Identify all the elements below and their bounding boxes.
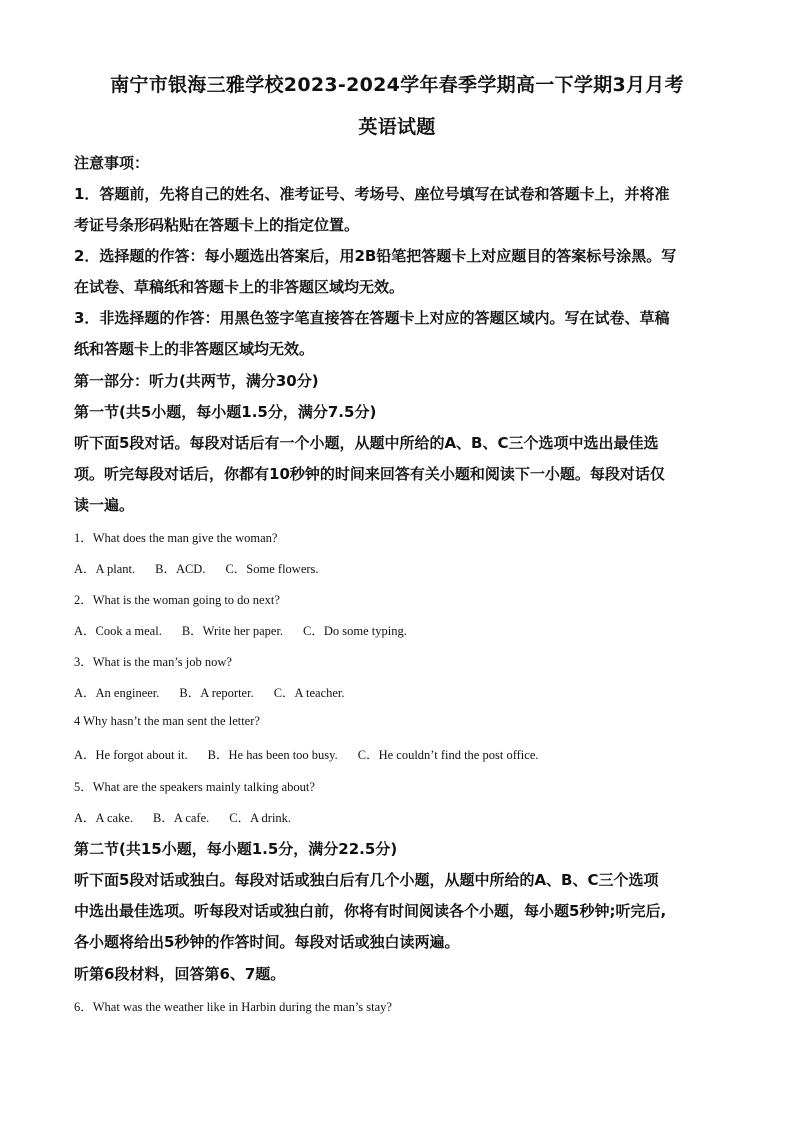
notice-item-3-line-1: 3．非选择题的作答：用黑色签字笔直接答在答题卡上对应的答题区域内。写在试卷、草稿 [74,309,670,327]
option-c: C．A drink. [229,811,292,825]
question-3: 3．What is the man’s job now? [74,655,232,669]
option-b: B．ACD. [155,562,206,576]
question-1: 1．What does the man give the woman? [74,531,278,545]
question-5: 5．What are the speakers mainly talking about? [74,780,315,794]
question-2: 2．What is the woman going to do next? [74,593,280,607]
option-c: C．A teacher. [273,686,345,700]
notice-item-2-line-1: 2．选择题的作答：每小题选出答案后，用2B铅笔把答题卡上对应题目的答案标号涂黑。写 [74,247,677,265]
option-b: B．Write her paper. [181,624,284,638]
option-c: C．He couldn’t find the post office. [357,748,539,762]
notice-item-1-line-1: 1．答题前，先将自己的姓名、准考证号、考场号、座位号填写在试卷和答题卡上，并将准 [74,185,670,203]
question-4-options [74,745,559,763]
notice-item-1-line-2: 考证号条形码粘贴在答题卡上的指定位置。 [74,216,360,234]
section1-instructions-line-2: 项。听完每段对话后，你都有10秒钟的时间来回答有关小题和阅读下一小题。每段对话仅 [74,465,665,483]
question-4: 4 Why hasn’t the man sent the letter? [74,714,260,728]
question-6: 6．What was the weather like in Harbin during the man’s stay? [74,1000,392,1014]
option-c: C．Some flowers. [225,562,319,576]
exam-title: 南宁市银海三雅学校2023-2024学年春季学期高一下学期3月月考 [110,74,684,96]
option-a: A．Cook a meal. [74,624,162,638]
section2-instructions-line-3: 各小题将给出5秒钟的作答时间。每段对话或独白读两遍。 [74,933,460,951]
section2-instructions-line-1: 听下面5段对话或独白。每段对话或独白后有几个小题，从题中所给的A、B、C三个选项 [74,871,659,889]
section1-instructions-line-1: 听下面5段对话。每段对话后有一个小题，从题中所给的A、B、C三个选项中选出最佳选 [74,434,659,452]
option-a: A．He forgot about it. [74,748,188,762]
section1-instructions-line-3: 读一遍。 [74,496,135,514]
option-b: B．He has been too busy. [207,748,338,762]
option-b: B．A cafe. [153,811,210,825]
notice-item-3-line-2: 纸和答题卡上的非答题区域均无效。 [74,340,315,358]
option-a: A．An engineer. [74,686,160,700]
section1-heading: 第一节(共5小题，每小题1.5分，满分7.5分) [74,403,377,421]
question-3-options [74,683,365,701]
option-b: B．A reporter. [179,686,254,700]
notice-heading: 注意事项： [74,154,150,172]
part1-heading: 第一部分：听力(共两节，满分30分) [74,372,319,390]
option-a: A．A plant. [74,562,136,576]
section2-heading: 第二节(共15小题，每小题1.5分，满分22.5分) [74,840,398,858]
material-6-heading: 听第6段材料，回答第6、7题。 [74,965,286,983]
question-5-options [74,808,311,826]
notice-item-2-line-2: 在试卷、草稿纸和答题卡上的非答题区域均无效。 [74,278,405,296]
option-a: A．A cake. [74,811,134,825]
question-2-options [74,621,427,639]
question-1-options [74,559,339,577]
exam-subtitle: 英语试题 [358,116,436,138]
option-c: C．Do some typing. [303,624,407,638]
section2-instructions-line-2: 中选出最佳选项。听每段对话或独白前，你将有时间阅读各个小题，每小题5秒钟;听完后, [74,902,667,920]
